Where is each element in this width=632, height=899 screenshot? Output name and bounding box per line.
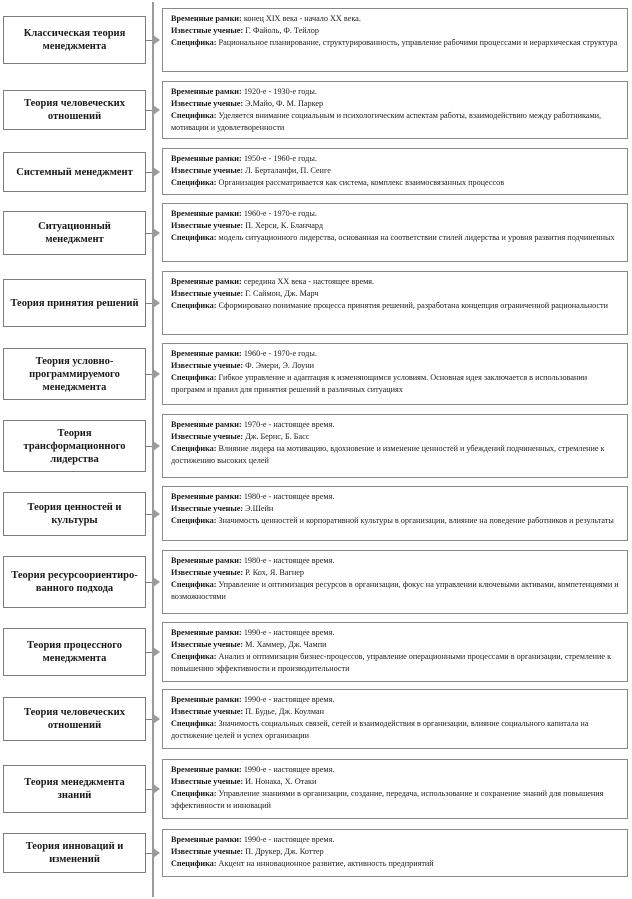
theory-row — [0, 829, 632, 877]
specifics-line-value: Организация рассматривается как система, комплекс взаимосвязанных процессов — [218, 178, 505, 187]
scholars-line-value: П. Друкер, Дж. Коттер — [245, 847, 324, 856]
connector-line — [146, 40, 152, 41]
theory-details-box — [162, 271, 628, 335]
specifics-line-value: Гибкое управление и адаптация к изменяющимся условиям. Основная идея заключается в использовании программ и правил для принятия решений в различных ситуациях — [171, 373, 588, 394]
period-line — [171, 694, 621, 706]
scholars-line-value: Г. Файоль, Ф. Тейлор — [245, 26, 319, 35]
specifics-line — [171, 651, 621, 675]
theory-row — [0, 203, 632, 262]
theory-row — [0, 81, 632, 139]
theory-title-box: Теория ресурсоориентиро-ванного подхода — [3, 556, 146, 608]
theory-details-box — [162, 148, 628, 195]
theory-row — [0, 689, 632, 749]
theory-details-box — [162, 81, 628, 139]
scholars-line-value: Э.Шейн — [245, 504, 274, 513]
specifics-line-label: Специфика: — [171, 516, 217, 525]
period-line-value: 1980-е - настоящее время. — [243, 556, 335, 565]
specifics-line-label: Специфика: — [171, 178, 217, 187]
theory-details-box — [162, 486, 628, 541]
scholars-line — [171, 503, 621, 515]
theory-row — [0, 622, 632, 682]
period-line — [171, 86, 621, 98]
specifics-line — [171, 515, 621, 527]
specifics-line — [171, 579, 621, 603]
chevron-right-icon — [153, 298, 160, 308]
scholars-line-value: Дж. Бернс, Б. Басс — [245, 432, 310, 441]
scholars-line-label: Известные ученые: — [171, 221, 244, 230]
specifics-line — [171, 718, 621, 742]
specifics-line-label: Специфика: — [171, 859, 217, 868]
scholars-line-label: Известные ученые: — [171, 99, 244, 108]
period-line — [171, 13, 621, 25]
specifics-line-label: Специфика: — [171, 233, 217, 242]
theory-details-box — [162, 550, 628, 614]
period-line-label: Временные рамки: — [171, 420, 242, 429]
theory-details-box — [162, 343, 628, 405]
specifics-line — [171, 37, 621, 49]
specifics-line-value: Уделяется внимание социальным и психологическим аспектам работы, взаимодействию между работниками, мотивации и удовлетворенности — [171, 111, 602, 132]
theory-row — [0, 486, 632, 541]
period-line — [171, 419, 621, 431]
specifics-line-value: Влияние лидера на мотивацию, вдохновение и изменение ценностей и убеждений подчиненных, стремление к достижению высоких целей — [171, 444, 605, 465]
scholars-line-value: Г. Саймон, Дж. Марч — [245, 289, 319, 298]
specifics-line — [171, 300, 621, 312]
period-line-value: 1990-е - настоящее время. — [243, 628, 335, 637]
period-line-label: Временные рамки: — [171, 154, 242, 163]
specifics-line — [171, 177, 621, 189]
chevron-right-icon — [153, 441, 160, 451]
scholars-line-label: Известные ученые: — [171, 568, 244, 577]
scholars-line-label: Известные ученые: — [171, 432, 244, 441]
scholars-line — [171, 776, 621, 788]
period-line-label: Временные рамки: — [171, 556, 242, 565]
chevron-right-icon — [153, 228, 160, 238]
specifics-line-label: Специфика: — [171, 789, 217, 798]
theory-row — [0, 343, 632, 405]
period-line-value: конец XIX века - начало XX века. — [243, 14, 361, 23]
connector-line — [146, 582, 152, 583]
period-line — [171, 764, 621, 776]
scholars-line — [171, 165, 621, 177]
scholars-line-value: И. Нонака, Х. Отаки — [245, 777, 317, 786]
scholars-line-value: Ф. Эмери, Э. Лоуни — [245, 361, 314, 370]
period-line-value: 1990-е - настоящее время. — [243, 695, 335, 704]
connector-line — [146, 652, 152, 653]
period-line-value: 1960-е - 1970-е годы. — [243, 209, 317, 218]
period-line-label: Временные рамки: — [171, 765, 242, 774]
connector-line — [146, 233, 152, 234]
scholars-line-value: П. Будье, Дж. Коулман — [245, 707, 324, 716]
specifics-line-value: модель ситуационного лидерства, основанная на соответствии стилей лидерства и уровня развития подчиненных — [218, 233, 615, 242]
specifics-line-value: Значимость социальных связей, сетей и взаимодействия в организации, влияние социального капитала на достижение целей и успех организации — [171, 719, 589, 740]
theory-title-box: Теория принятия решений — [3, 279, 146, 327]
connector-line — [146, 172, 152, 173]
chevron-right-icon — [153, 647, 160, 657]
theory-title-box: Теория процессного менеджмента — [3, 628, 146, 676]
theory-title-box: Теория менеджмента знаний — [3, 765, 146, 813]
specifics-line-value: Акцент на инновационное развитие, активность предприятий — [218, 859, 434, 868]
theory-title-box: Теория ценностей и культуры — [3, 492, 146, 536]
specifics-line-value: Управление знаниями в организации, создание, передача, использование и сохранение знаний для повышения эффективности и инноваций — [171, 789, 604, 810]
scholars-line — [171, 567, 621, 579]
scholars-line — [171, 846, 621, 858]
period-line — [171, 276, 621, 288]
chevron-right-icon — [153, 848, 160, 858]
scholars-line-value: Э.Майо, Ф. М. Паркер — [245, 99, 324, 108]
theory-title-box: Теория человеческих отношений — [3, 697, 146, 741]
period-line-value: середина XX века - настоящее время. — [243, 277, 375, 286]
scholars-line-label: Известные ученые: — [171, 166, 244, 175]
chevron-right-icon — [153, 35, 160, 45]
theory-row — [0, 271, 632, 335]
specifics-line-label: Специфика: — [171, 38, 217, 47]
specifics-line — [171, 443, 621, 467]
scholars-line — [171, 639, 621, 651]
chevron-right-icon — [153, 369, 160, 379]
theory-details-box — [162, 829, 628, 877]
scholars-line-value: Л. Берталанфи, П. Сенге — [245, 166, 331, 175]
chevron-right-icon — [153, 714, 160, 724]
period-line-label: Временные рамки: — [171, 349, 242, 358]
scholars-line — [171, 360, 621, 372]
chevron-right-icon — [153, 509, 160, 519]
scholars-line — [171, 98, 621, 110]
specifics-line-label: Специфика: — [171, 111, 217, 120]
period-line-label: Временные рамки: — [171, 87, 242, 96]
period-line — [171, 555, 621, 567]
specifics-line-label: Специфика: — [171, 301, 217, 310]
theory-title-box: Классическая теория менеджмента — [3, 16, 146, 64]
theory-title-box: Теория условно-программируемого менеджмента — [3, 348, 146, 400]
theory-row — [0, 148, 632, 195]
period-line-value: 1970-е - настоящее время. — [243, 420, 335, 429]
period-line-value: 1980-е - настоящее время. — [243, 492, 335, 501]
connector-line — [146, 110, 152, 111]
period-line-value: 1960-е - 1970-е годы. — [243, 349, 317, 358]
scholars-line-value: М. Хаммер, Дж. Чампи — [245, 640, 327, 649]
connector-line — [146, 303, 152, 304]
theory-details-box — [162, 689, 628, 749]
theory-details-box — [162, 759, 628, 819]
theory-row — [0, 8, 632, 72]
period-line-value: 1950-е - 1960-е годы. — [243, 154, 317, 163]
period-line-label: Временные рамки: — [171, 628, 242, 637]
theory-row — [0, 414, 632, 478]
scholars-line-label: Известные ученые: — [171, 504, 244, 513]
specifics-line-value: Сформировано понимание процесса принятия решений, разработана концепция ограниченной рациональности — [218, 301, 608, 310]
specifics-line — [171, 232, 621, 244]
specifics-line-value: Управление и оптимизация ресурсов в организации, фокус на управлении ключевыми активами, компетенциями и возможностями — [171, 580, 619, 601]
theory-row — [0, 550, 632, 614]
connector-line — [146, 853, 152, 854]
specifics-line-label: Специфика: — [171, 719, 217, 728]
period-line-label: Временные рамки: — [171, 277, 242, 286]
specifics-line-label: Специфика: — [171, 373, 217, 382]
theory-details-box — [162, 622, 628, 682]
period-line-label: Временные рамки: — [171, 492, 242, 501]
scholars-line — [171, 25, 621, 37]
period-line-label: Временные рамки: — [171, 14, 242, 23]
specifics-line-label: Специфика: — [171, 444, 217, 453]
specifics-line-label: Специфика: — [171, 652, 217, 661]
period-line-label: Временные рамки: — [171, 209, 242, 218]
specifics-line — [171, 372, 621, 396]
theory-title-box: Ситуационный менеджмент — [3, 211, 146, 255]
period-line — [171, 834, 621, 846]
period-line — [171, 491, 621, 503]
chevron-right-icon — [153, 784, 160, 794]
theory-title-box: Теория трансформационного лидерства — [3, 420, 146, 472]
specifics-line-value: Анализ и оптимизация бизнес-процессов, управление операционными процессами в организации, стремление к повышению эффективности и производительности — [171, 652, 612, 673]
chevron-right-icon — [153, 105, 160, 115]
theory-row — [0, 759, 632, 819]
scholars-line-label: Известные ученые: — [171, 361, 244, 370]
specifics-line-label: Специфика: — [171, 580, 217, 589]
connector-line — [146, 446, 152, 447]
chevron-right-icon — [153, 167, 160, 177]
scholars-line — [171, 706, 621, 718]
specifics-line — [171, 788, 621, 812]
specifics-line-value: Значимость ценностей и корпоративной культуры в организации, влияние на поведение работников и результаты — [218, 516, 614, 525]
period-line — [171, 208, 621, 220]
period-line-value: 1990-е - настоящее время. — [243, 835, 335, 844]
period-line — [171, 627, 621, 639]
theory-title-box: Теория человеческих отношений — [3, 90, 146, 130]
period-line — [171, 153, 621, 165]
scholars-line-label: Известные ученые: — [171, 26, 244, 35]
theory-details-box — [162, 8, 628, 72]
chevron-right-icon — [153, 577, 160, 587]
scholars-line-label: Известные ученые: — [171, 640, 244, 649]
scholars-line-label: Известные ученые: — [171, 847, 244, 856]
scholars-line-value: Р. Кох, Я. Вагнер — [245, 568, 304, 577]
scholars-line-value: П. Херси, К. Бланчард — [245, 221, 324, 230]
scholars-line-label: Известные ученые: — [171, 777, 244, 786]
theory-details-box — [162, 203, 628, 262]
scholars-line-label: Известные ученые: — [171, 289, 244, 298]
period-line — [171, 348, 621, 360]
specifics-line — [171, 110, 621, 134]
connector-line — [146, 514, 152, 515]
connector-line — [146, 719, 152, 720]
scholars-line — [171, 220, 621, 232]
period-line-value: 1920-е - 1930-е годы. — [243, 87, 317, 96]
connector-line — [146, 789, 152, 790]
scholars-line — [171, 431, 621, 443]
period-line-value: 1990-е - настоящее время. — [243, 765, 335, 774]
scholars-line-label: Известные ученые: — [171, 707, 244, 716]
scholars-line — [171, 288, 621, 300]
theory-title-box: Системный менеджмент — [3, 152, 146, 192]
theory-details-box — [162, 414, 628, 478]
period-line-label: Временные рамки: — [171, 695, 242, 704]
theory-title-box: Теория инноваций и изменений — [3, 833, 146, 873]
specifics-line — [171, 858, 621, 870]
connector-line — [146, 374, 152, 375]
specifics-line-value: Рациональное планирование, структурированность, управление рабочими процессами и иерархическая структура — [218, 38, 618, 47]
period-line-label: Временные рамки: — [171, 835, 242, 844]
